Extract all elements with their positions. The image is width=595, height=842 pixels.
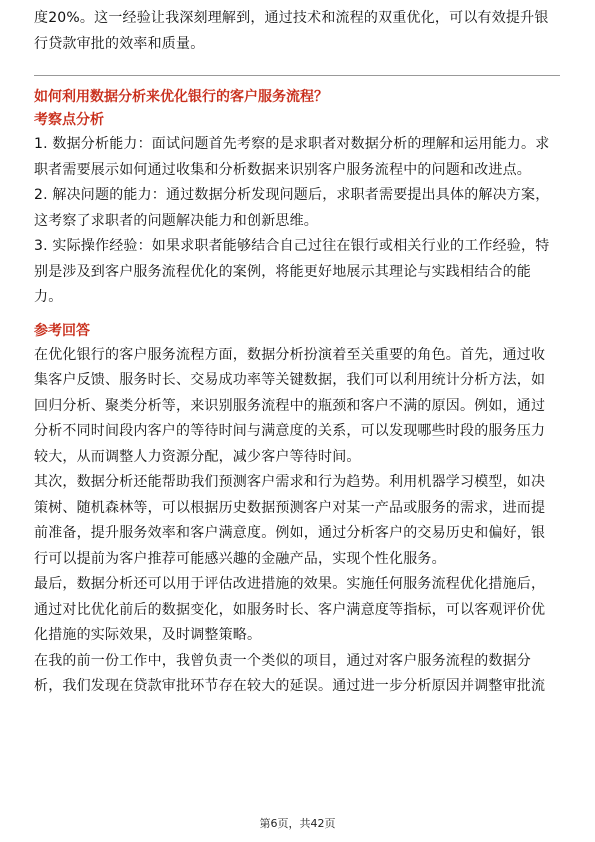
text-line: 前准备，提升服务效率和客户满意度。例如，通过分析客户的交易历史和偏好，银 [34, 525, 546, 541]
text-line: 在我的前一份工作中，我曾负责一个类似的项目，通过对客户服务流程的数据分 [34, 652, 531, 669]
text-line: 通过对比优化前后的数据变化，如服务时长、客户满意度等指标，可以客观评价优 [34, 601, 546, 618]
answer-heading: 参考回答 [34, 322, 90, 339]
text-line: 析，我们发现在贷款审批环节存在较大的延误。通过进一步分析原因并调整审批流 [34, 678, 546, 694]
intro-paragraph [34, 6, 560, 57]
text-line: 2. 解决问题的能力：通过数据分析发现问题后，求职者需要提出具体的解决方案， [34, 187, 550, 203]
text-line: 分析不同时间段内客户的等待时间与满意度的关系，可以发现哪些时段的服务压力 [34, 423, 546, 439]
analysis-body [34, 132, 560, 311]
text-line: 度20%。这一经验让我深刻理解到，通过技术和流程的双重优化，可以有效提升银 [34, 10, 549, 26]
spacer [34, 311, 560, 319]
text-line: 回归分析、聚类分析等，来识别服务流程中的瓶颈和客户不满的原因。例如，通过 [34, 397, 546, 414]
text-line: 在优化银行的客户服务流程方面，数据分析扮演着至关重要的角色。首先，通过收 [34, 346, 546, 363]
text-line: 力。 [34, 289, 63, 305]
text-line: 行贷款审批的效率和质量。 [34, 35, 205, 52]
page-content [34, 6, 560, 700]
text-line: 行可以提前为客户推荐可能感兴趣的金融产品，实现个性化服务。 [34, 550, 446, 567]
text-line: 3. 实际操作经验：如果求职者能够结合自己过往在银行或相关行业的工作经验，特 [34, 238, 550, 254]
text-line: 其次，数据分析还能帮助我们预测客户需求和行为趋势。利用机器学习模型，如决 [34, 474, 546, 490]
page-number: 第6页，共42页 [259, 817, 336, 830]
text-line: 这考察了求职者的问题解决能力和创新思维。 [34, 212, 318, 229]
text-line: 最后，数据分析还可以用于评估改进措施的效果。实施任何服务流程优化措施后， [34, 576, 546, 592]
text-line: 职者需要展示如何通过收集和分析数据来识别客户服务流程中的问题和改进点。 [34, 161, 531, 178]
text-line: 别是涉及到客户服务流程优化的案例，将能更好地展示其理论与实践相结合的能 [34, 263, 531, 280]
question-heading: 如何利用数据分析来优化银行的客户服务流程？ [34, 89, 328, 105]
text-line: 化措施的实际效果，及时调整策略。 [34, 627, 262, 643]
text-line: 较大，从而调整人力资源分配，减少客户等待时间。 [34, 448, 361, 465]
text-line: 策树、随机森林等，可以根据历史数据预测客户对某一产品或服务的需求，进而提 [34, 499, 546, 516]
section-divider [34, 75, 560, 76]
text-line: 1. 数据分析能力：面试问题首先考察的是求职者对数据分析的理解和运用能力。求 [34, 136, 550, 152]
text-line: 集客户反馈、服务时长、交易成功率等关键数据，我们可以利用统计分析方法，如 [34, 372, 546, 388]
analysis-heading: 考察点分析 [34, 112, 104, 128]
answer-body [34, 343, 560, 700]
